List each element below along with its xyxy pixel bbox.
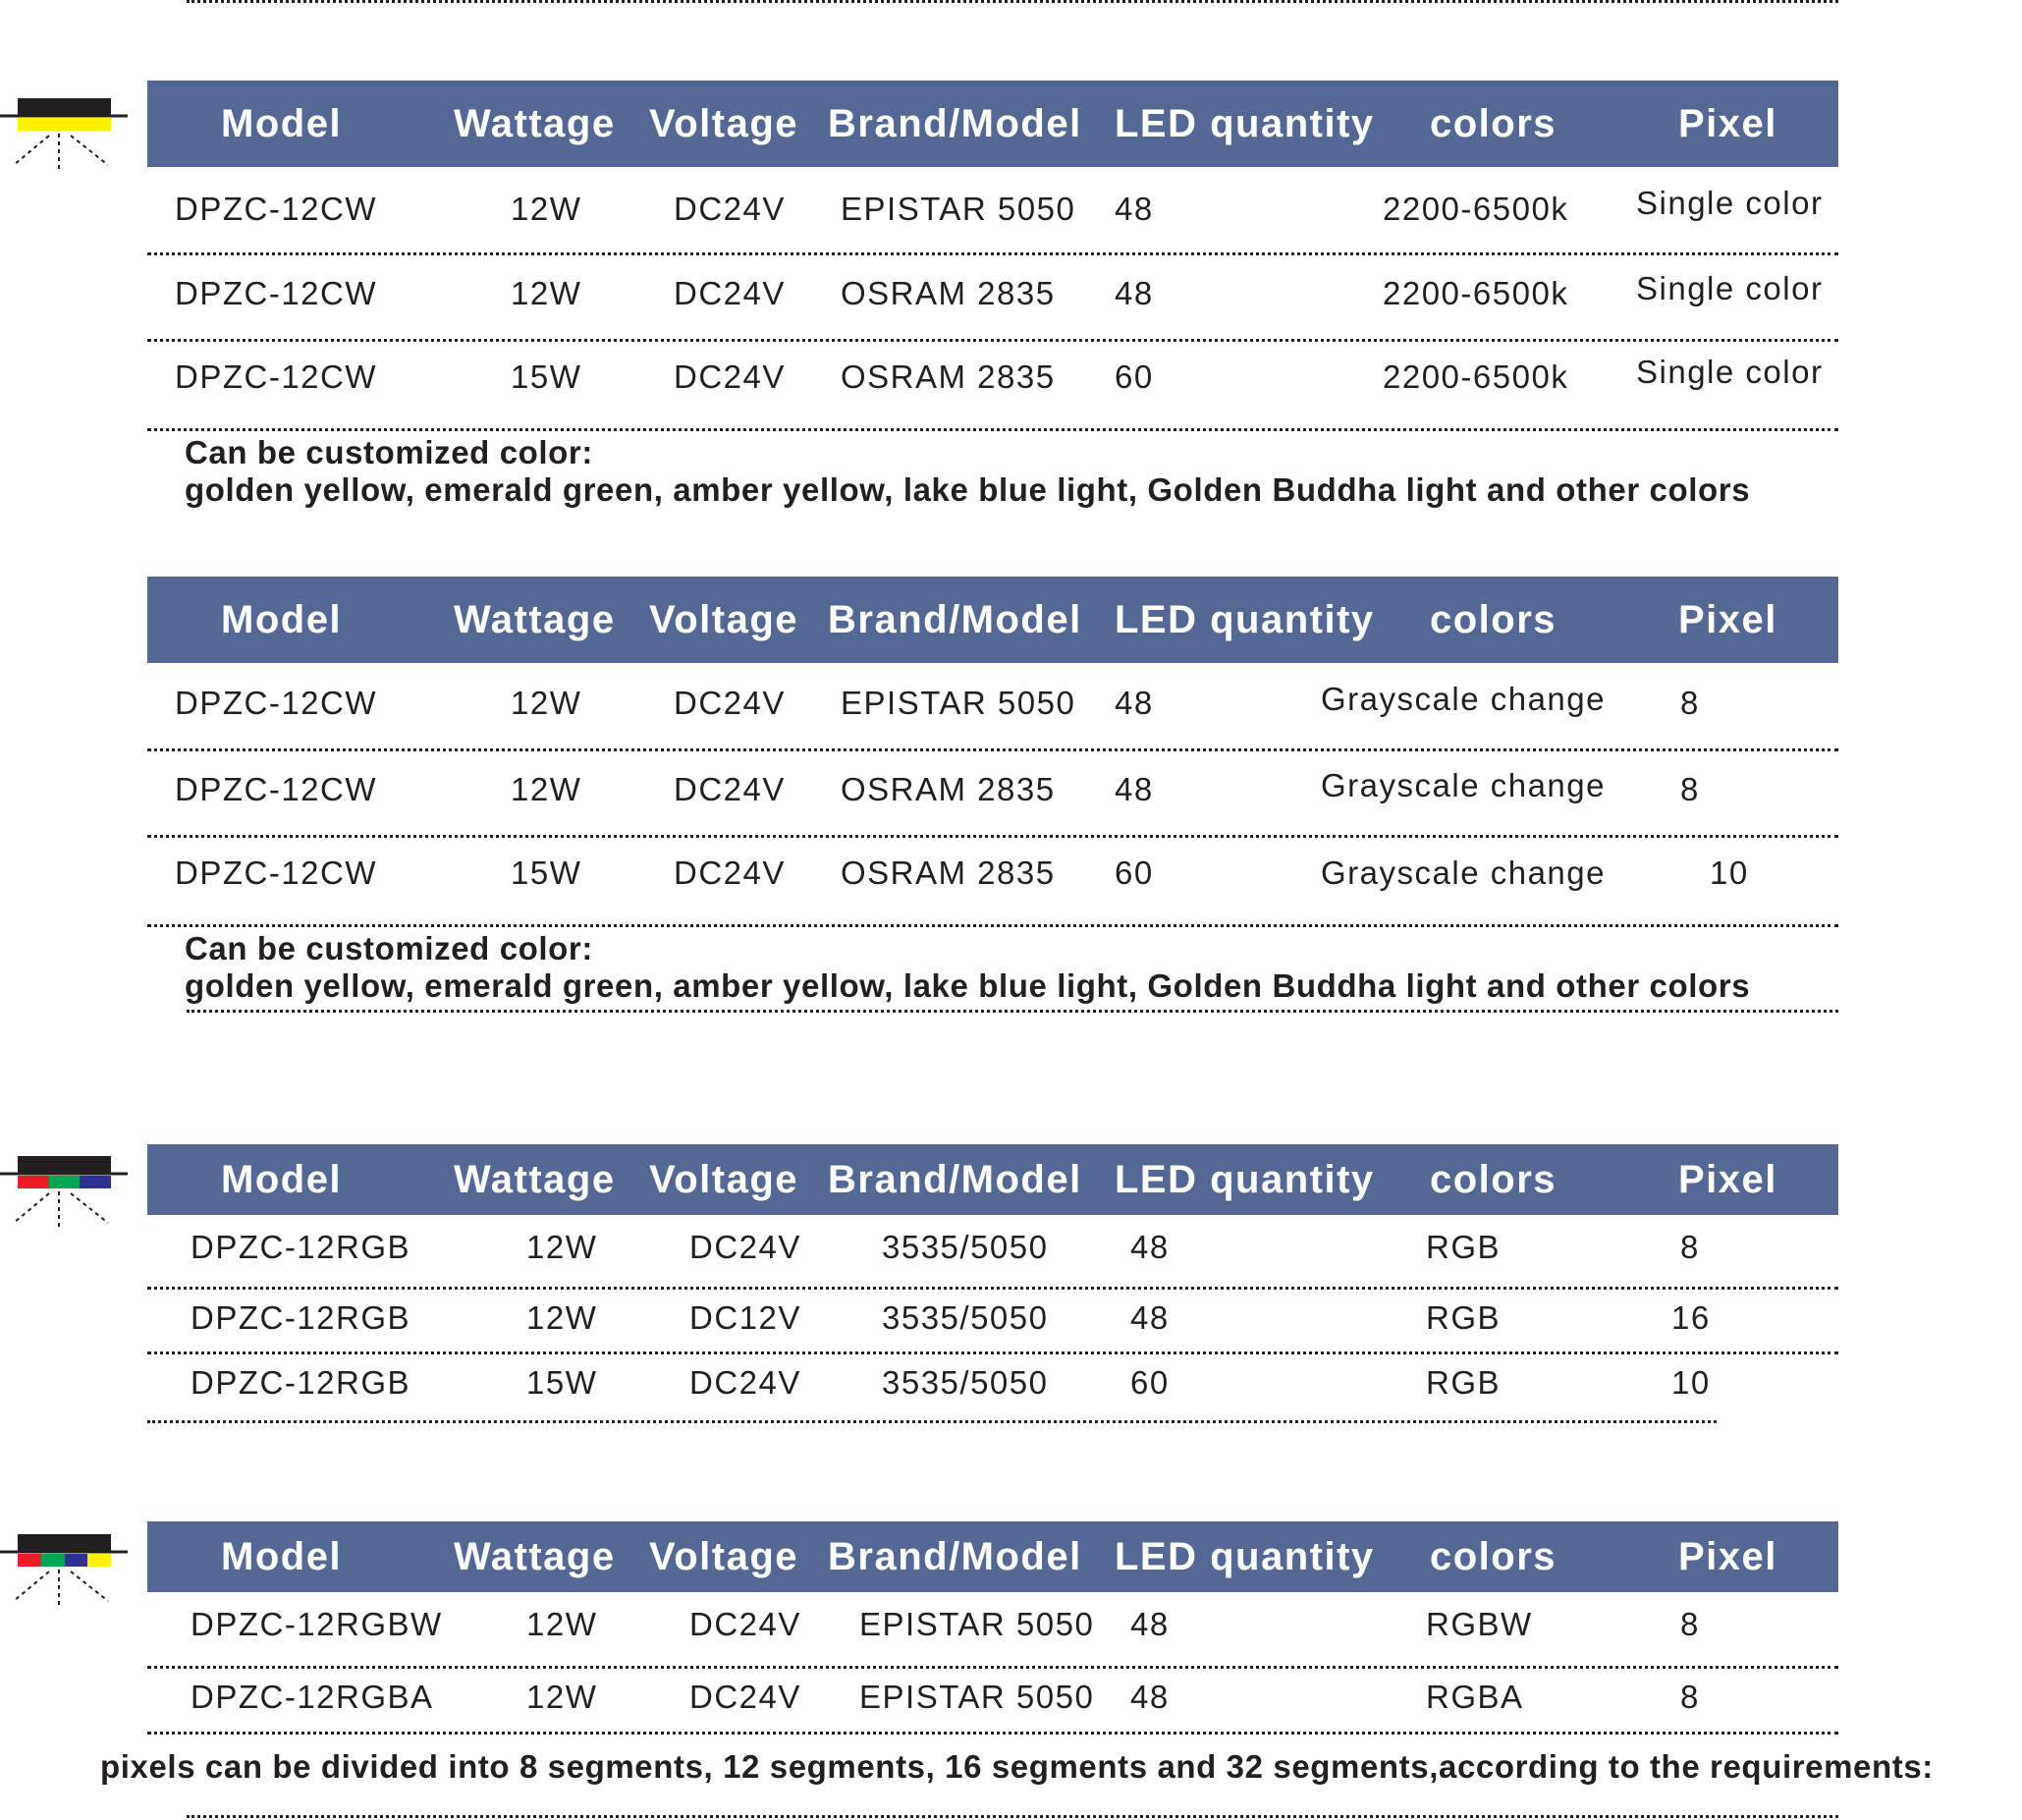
header-wattage: Wattage [454,1535,616,1578]
table-row [147,1290,1838,1354]
cell-pixel: Single color [1636,270,1824,306]
cell-wattage: 15W [511,855,582,891]
cell-model: DPZC-12RGBA [191,1679,434,1715]
cell-led-quantity: 60 [1115,855,1154,891]
header-brand-model: Brand/Model [828,1158,1082,1201]
header-brand-model: Brand/Model [828,102,1082,145]
table-row [147,1592,1838,1669]
cell-wattage: 12W [511,275,582,311]
header-colors: colors [1430,598,1557,641]
cell-led-quantity: 48 [1130,1229,1170,1265]
led-strip-rgbw-icon [0,1532,128,1611]
table-row [147,751,1838,838]
cell-brand-model: EPISTAR 5050 [841,685,1076,721]
cell-colors: RGB [1426,1299,1502,1336]
cell-pixel: 10 [1671,1364,1711,1401]
cell-colors: Grayscale change [1321,767,1606,803]
header-brand-model: Brand/Model [828,598,1082,641]
cell-brand-model: OSRAM 2835 [841,358,1056,395]
cell-pixel: 8 [1680,1679,1700,1715]
cell-model: DPZC-12CW [175,191,378,227]
cell-colors: Grayscale change [1321,681,1606,717]
cell-pixel: 8 [1680,771,1700,807]
cell-colors: Grayscale change [1321,855,1606,891]
header-model: Model [221,1158,343,1201]
header-voltage: Voltage [649,1535,799,1578]
cell-colors: RGBA [1426,1679,1524,1715]
header-led-quantity: LED quantity [1115,598,1375,641]
cell-led-quantity: 60 [1115,358,1154,395]
cell-voltage: DC24V [674,685,786,721]
cell-led-quantity: 48 [1115,685,1154,721]
cell-colors: RGBW [1426,1606,1533,1642]
cell-colors: 2200-6500k [1383,358,1569,395]
cell-pixel: 10 [1710,855,1749,891]
cell-brand-model: EPISTAR 5050 [859,1679,1095,1715]
header-wattage: Wattage [454,598,616,641]
custom-color-note [185,930,1844,1005]
header-wattage: Wattage [454,1158,616,1201]
header-brand-model: Brand/Model [828,1535,1082,1578]
cell-model: DPZC-12RGB [191,1229,411,1265]
table-header [147,577,1838,663]
pixel-segments-note: pixels can be divided into 8 segments, 12 segments, 16 segments and 32 segments,according to the requirements: [100,1748,1934,1785]
cell-wattage: 12W [526,1299,598,1336]
table-row [147,663,1838,751]
led-strip-rgb-icon [0,1154,128,1233]
cell-model: DPZC-12CW [175,685,378,721]
table-row [147,167,1838,255]
cell-wattage: 12W [526,1679,598,1715]
cell-pixel: Single color [1636,354,1824,390]
cell-brand-model: EPISTAR 5050 [859,1606,1095,1642]
header-pixel: Pixel [1678,1535,1777,1578]
spec-table-grayscale [147,577,1838,927]
cell-led-quantity: 48 [1115,191,1154,227]
header-model: Model [221,598,343,641]
cell-colors: 2200-6500k [1383,275,1569,311]
led-strip-single-color-icon [0,96,128,175]
cell-pixel: 8 [1680,1229,1700,1265]
table-row [147,1215,1838,1290]
top-divider [187,0,1838,3]
header-model: Model [221,102,343,145]
cell-model: DPZC-12CW [175,358,378,395]
table-row [147,255,1838,342]
table-row [147,838,1838,927]
table-header [147,81,1838,167]
note-title: Can be customized color: [185,434,593,470]
header-colors: colors [1430,1535,1557,1578]
cell-voltage: DC24V [689,1679,801,1715]
header-pixel: Pixel [1678,598,1777,641]
cell-colors: RGB [1426,1364,1502,1401]
cell-model: DPZC-12RGB [191,1364,411,1401]
cell-brand-model: OSRAM 2835 [841,275,1056,311]
cell-model: DPZC-12RGBW [191,1606,443,1642]
cell-brand-model: OSRAM 2835 [841,855,1056,891]
cell-colors: 2200-6500k [1383,191,1569,227]
note-divider [187,1010,1838,1013]
note-title: Can be customized color: [185,930,593,966]
bottom-divider [187,1815,1838,1818]
spec-table-rgb [147,1144,1838,1423]
cell-voltage: DC24V [674,191,786,227]
cell-voltage: DC24V [689,1229,801,1265]
cell-pixel: 8 [1680,1606,1700,1642]
cell-led-quantity: 48 [1115,771,1154,807]
cell-wattage: 15W [511,358,582,395]
spec-table-single-color [147,81,1838,431]
cell-colors: RGB [1426,1229,1502,1265]
cell-model: DPZC-12CW [175,771,378,807]
cell-voltage: DC24V [689,1364,801,1401]
cell-model: DPZC-12RGB [191,1299,411,1336]
header-voltage: Voltage [649,102,799,145]
cell-led-quantity: 48 [1115,275,1154,311]
header-colors: colors [1430,1158,1557,1201]
table-row [147,342,1838,431]
cell-wattage: 12W [511,771,582,807]
header-wattage: Wattage [454,102,616,145]
header-led-quantity: LED quantity [1115,102,1375,145]
cell-brand-model: EPISTAR 5050 [841,191,1076,227]
cell-led-quantity: 48 [1130,1606,1170,1642]
cell-pixel: 8 [1680,685,1700,721]
spec-table-rgbw [147,1521,1838,1735]
table-header [147,1521,1838,1592]
header-pixel: Pixel [1678,1158,1777,1201]
table-row [147,1354,1717,1423]
cell-wattage: 12W [511,191,582,227]
custom-color-note [185,434,1844,509]
cell-model: DPZC-12CW [175,855,378,891]
header-led-quantity: LED quantity [1115,1158,1375,1201]
cell-pixel: Single color [1636,185,1824,221]
cell-voltage: DC24V [674,275,786,311]
cell-led-quantity: 48 [1130,1679,1170,1715]
cell-brand-model: 3535/5050 [882,1229,1049,1265]
note-text: golden yellow, emerald green, amber yellow, lake blue light, Golden Buddha light and other colors [185,471,1751,508]
cell-model: DPZC-12CW [175,275,378,311]
cell-voltage: DC24V [689,1606,801,1642]
table-header [147,1144,1838,1215]
cell-brand-model: OSRAM 2835 [841,771,1056,807]
cell-brand-model: 3535/5050 [882,1364,1049,1401]
header-led-quantity: LED quantity [1115,1535,1375,1578]
cell-led-quantity: 48 [1130,1299,1170,1336]
header-colors: colors [1430,102,1557,145]
cell-brand-model: 3535/5050 [882,1299,1049,1336]
cell-voltage: DC24V [674,358,786,395]
cell-wattage: 12W [526,1229,598,1265]
cell-led-quantity: 60 [1130,1364,1170,1401]
header-voltage: Voltage [649,1158,799,1201]
header-pixel: Pixel [1678,102,1777,145]
cell-voltage: DC12V [689,1299,801,1336]
cell-voltage: DC24V [674,855,786,891]
header-voltage: Voltage [649,598,799,641]
cell-pixel: 16 [1671,1299,1711,1336]
table-row [147,1669,1838,1735]
cell-wattage: 12W [511,685,582,721]
cell-wattage: 12W [526,1606,598,1642]
header-model: Model [221,1535,343,1578]
note-text: golden yellow, emerald green, amber yellow, lake blue light, Golden Buddha light and other colors [185,967,1751,1004]
cell-wattage: 15W [526,1364,598,1401]
cell-voltage: DC24V [674,771,786,807]
